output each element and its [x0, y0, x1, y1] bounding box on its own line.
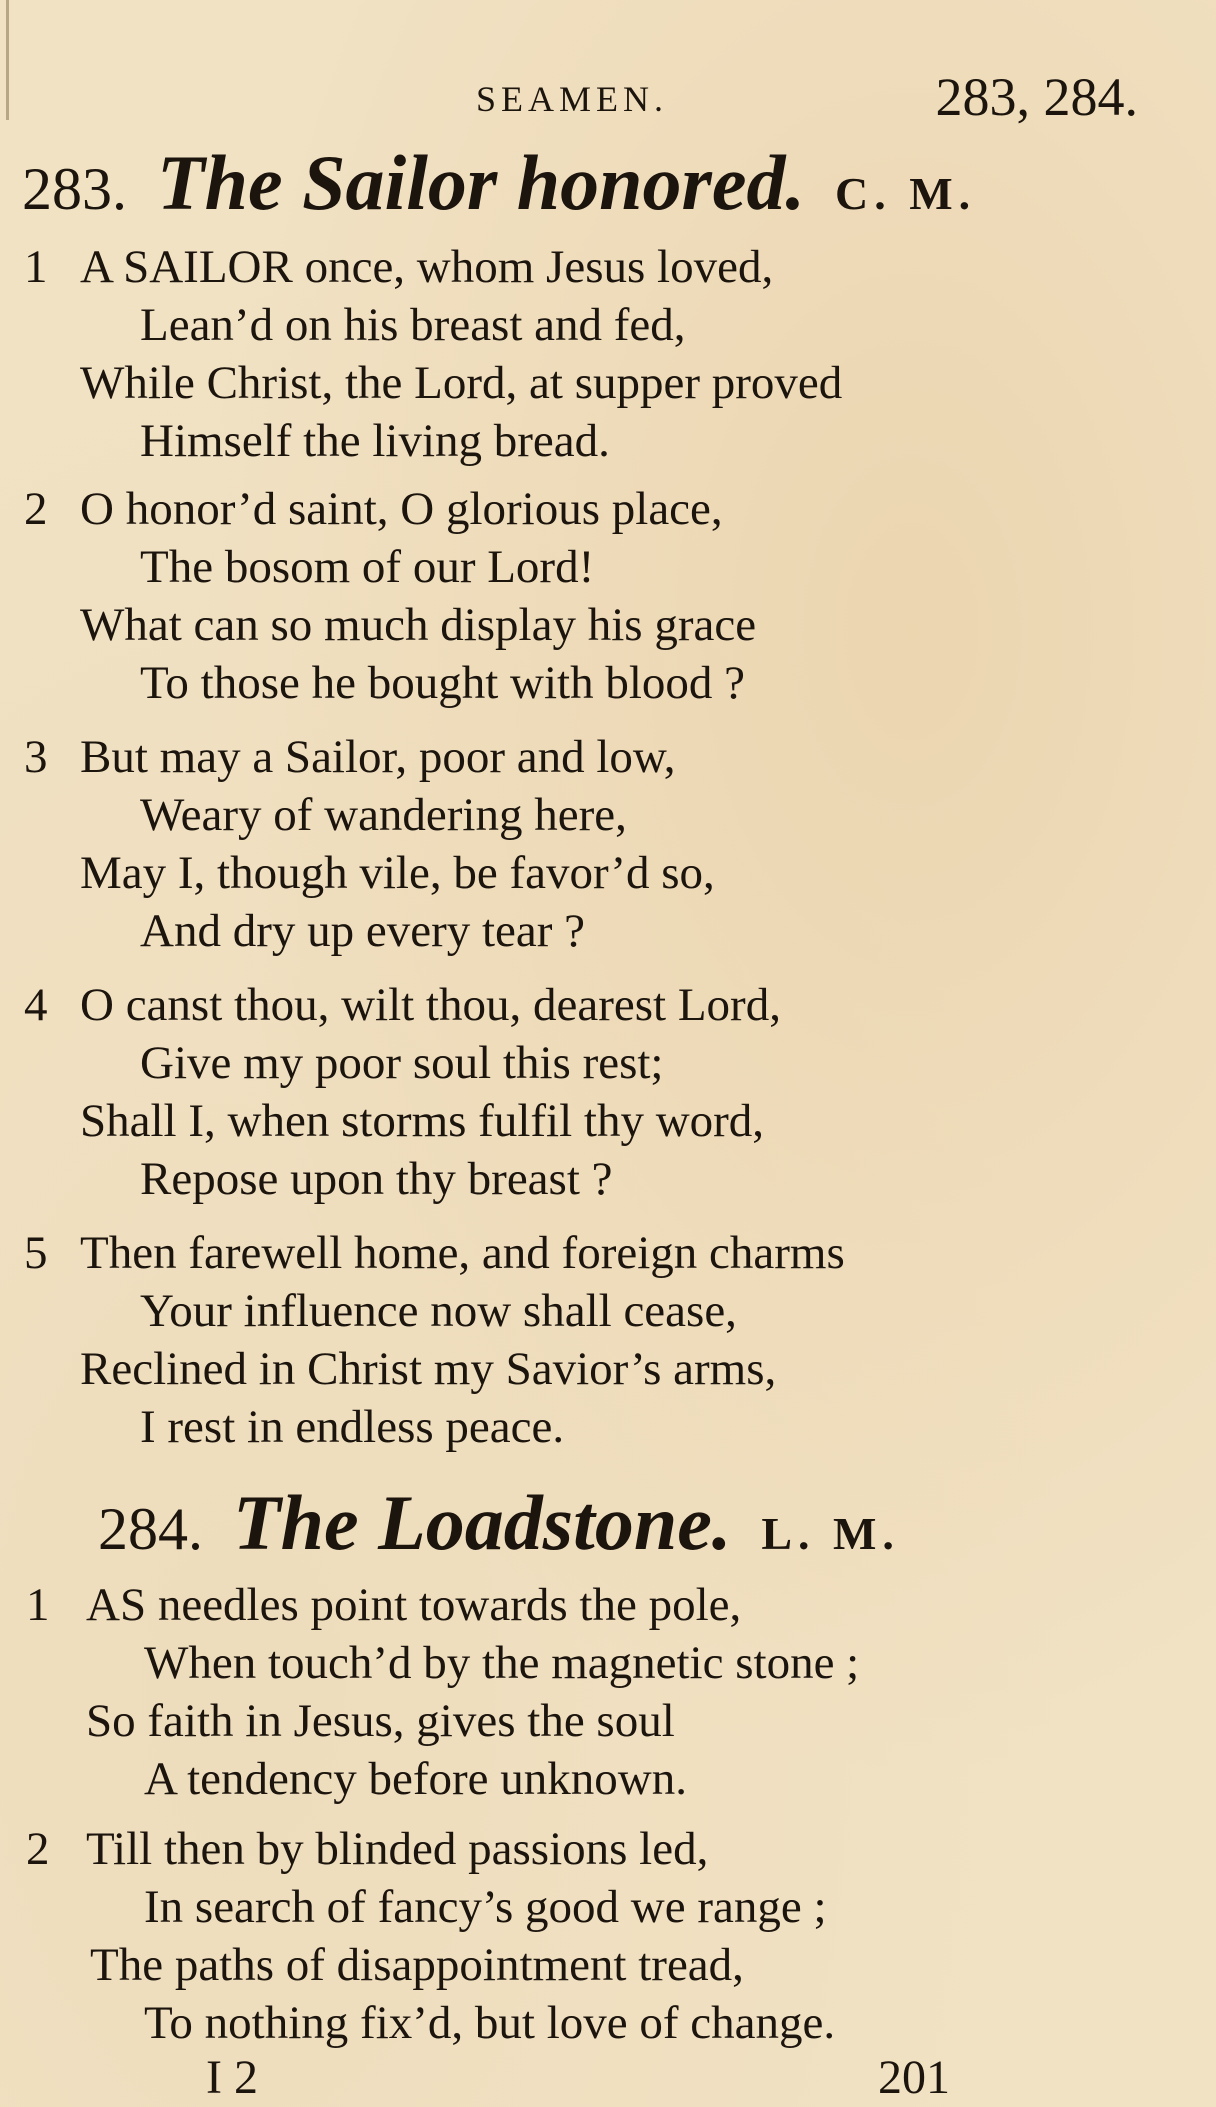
verse-line: The paths of disappointment tread,	[90, 1939, 744, 1991]
verse-line: When touch’d by the magnetic stone ;	[144, 1637, 860, 1689]
verse-line: While Christ, the Lord, at supper proved	[80, 357, 843, 409]
running-head	[0, 66, 1216, 126]
hymn-title: The Sailor honored.	[157, 139, 805, 226]
verse-line: Lean’d on his breast and fed,	[140, 299, 686, 351]
verse-number: 1	[24, 241, 48, 293]
verse-line: Repose upon thy breast ?	[140, 1153, 613, 1205]
verse-line: What can so much display his grace	[80, 599, 757, 651]
verse-number: 3	[24, 731, 48, 783]
verse-line: Reclined in Christ my Savior’s arms,	[80, 1343, 777, 1395]
verse-line: Give my poor soul this rest;	[140, 1037, 664, 1089]
verse-line: A tendency before unknown.	[144, 1753, 687, 1805]
verse-line: Weary of wandering here,	[140, 789, 627, 841]
verse-line: A SAILOR once, whom Jesus loved,	[80, 241, 774, 293]
verse-line: I rest in endless peace.	[140, 1401, 565, 1453]
verse-line: To nothing fix’d, but love of change.	[144, 1997, 836, 2049]
hymn-number: 284.	[98, 1496, 203, 1562]
hymn-meter: C. M.	[834, 168, 977, 219]
running-head-section: SEAMEN.	[476, 79, 669, 119]
verse-line: Your influence now shall cease,	[140, 1285, 737, 1337]
verse-line: O canst thou, wilt thou, dearest Lord,	[80, 979, 781, 1031]
verse-line: May I, though vile, be favor’d so,	[80, 847, 715, 899]
hymn-number: 283.	[22, 156, 127, 222]
hymn-meter: L. M.	[761, 1508, 900, 1559]
verse-line: Then farewell home, and foreign charms	[80, 1227, 845, 1279]
verse-line: AS needles point towards the pole,	[86, 1579, 742, 1631]
verse-line: Himself the living bread.	[140, 415, 610, 467]
verse-line: The bosom of our Lord!	[140, 541, 595, 593]
verse-line: Till then by blinded passions led,	[86, 1823, 709, 1875]
verse-line: And dry up every tear ?	[140, 905, 586, 957]
verse-line: O honor’d saint, O glorious place,	[80, 483, 723, 535]
verse-number: 2	[26, 1823, 50, 1875]
signature-mark: I 2	[206, 2051, 258, 2104]
verse-number: 5	[24, 1227, 48, 1279]
verse-line: Shall I, when storms fulfil thy word,	[80, 1095, 765, 1147]
verse-line: To those he bought with blood ?	[140, 657, 746, 709]
verse-number: 1	[26, 1579, 50, 1631]
verse-number: 2	[24, 483, 48, 535]
hymn-title: The Loadstone.	[233, 1479, 732, 1566]
page-number: 201	[878, 2051, 950, 2104]
hymn-283-heading	[22, 138, 977, 226]
verse-line: But may a Sailor, poor and low,	[80, 731, 676, 783]
verse-line: In search of fancy’s good we range ;	[144, 1881, 827, 1933]
hymn-284-heading	[98, 1478, 900, 1566]
verse-line: So faith in Jesus, gives the soul	[86, 1695, 675, 1747]
verse-number: 4	[24, 979, 48, 1031]
running-head-hymn-numbers: 283, 284.	[935, 67, 1138, 127]
